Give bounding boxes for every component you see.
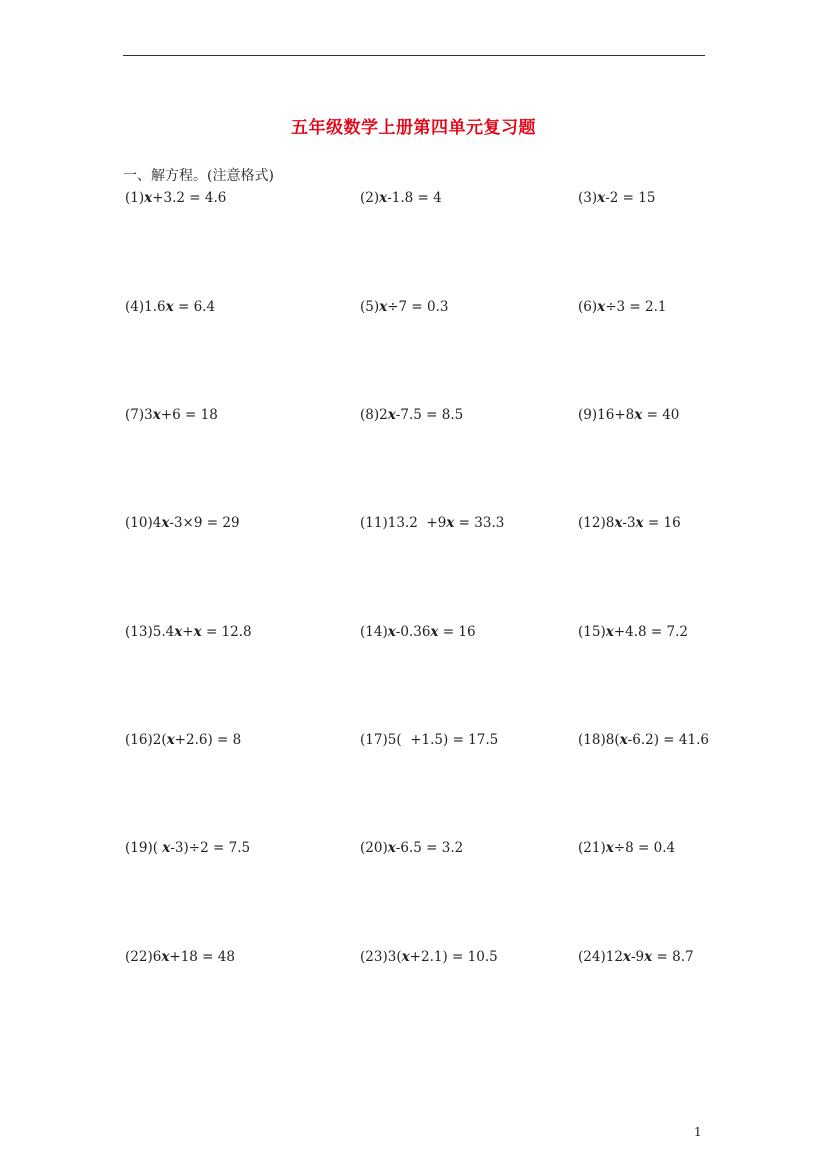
equation-14: (14)x-0.36x = 16: [360, 624, 476, 640]
equation-9: (9)16+8x = 40: [578, 407, 680, 423]
equation-8: (8)2x-7.5 = 8.5: [360, 407, 464, 423]
equation-12: (12)8x-3x = 16: [578, 515, 681, 531]
equation-16: (16)2(x+2.6) = 8: [125, 732, 242, 748]
equation-4: (4)1.6x = 6.4: [125, 299, 216, 315]
equation-23: (23)3(x+2.1) = 10.5: [360, 949, 498, 965]
page-number: 1: [694, 1125, 702, 1139]
header-rule: [123, 55, 705, 56]
equation-10: (10)4x-3×9 = 29: [125, 515, 240, 531]
equation-5: (5)x÷7 = 0.3: [360, 299, 449, 315]
equation-22: (22)6x+18 = 48: [125, 949, 235, 965]
equation-3: (3)x-2 = 15: [578, 190, 656, 206]
equation-6: (6)x÷3 = 2.1: [578, 299, 667, 315]
equation-15: (15)x+4.8 = 7.2: [578, 624, 688, 640]
equation-2: (2)x-1.8 = 4: [360, 190, 442, 206]
equation-11: (11)13.2 +9x = 33.3: [360, 515, 505, 531]
equation-18: (18)8(x-6.2) = 41.6: [578, 732, 709, 748]
page-title: 五年级数学上册第四单元复习题: [291, 118, 536, 138]
equation-20: (20)x-6.5 = 3.2: [360, 840, 464, 856]
equation-19: (19)( x-3)÷2 = 7.5: [125, 840, 251, 856]
equation-21: (21)x÷8 = 0.4: [578, 840, 676, 856]
equation-17: (17)5( +1.5) = 17.5: [360, 732, 499, 748]
equation-13: (13)5.4x+x = 12.8: [125, 624, 252, 640]
equation-7: (7)3x+6 = 18: [125, 407, 218, 423]
equation-24: (24)12x-9x = 8.7: [578, 949, 694, 965]
section-heading: 一、解方程。(注意格式): [123, 168, 274, 184]
equation-1: (1)x+3.2 = 4.6: [125, 190, 227, 206]
